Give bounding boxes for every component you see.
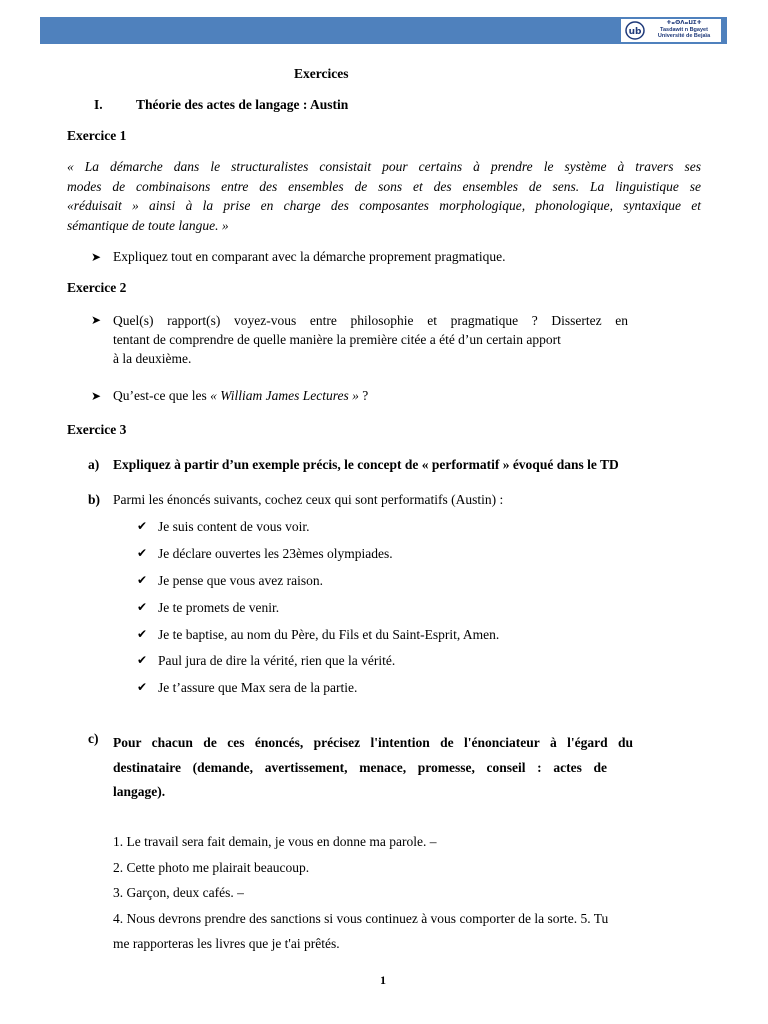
exercise-3-heading: Exercice 3 bbox=[67, 422, 127, 437]
question-line: Quel(s) rapport(s) voyez-vous entre philosophie et pragmatique ? Dissertez en bbox=[113, 313, 628, 328]
statement-item: Je déclare ouvertes les 23èmes olympiades. bbox=[158, 546, 393, 561]
quote-line: «réduisait » ainsi à la prise en charge des composantes morphologique, phonologique, syntaxique et bbox=[67, 198, 701, 213]
logo-text bbox=[649, 20, 719, 40]
numbered-line: me rapporteras les livres que je t'ai prêtés. bbox=[113, 936, 340, 951]
section-heading: Théorie des actes de langage : Austin bbox=[136, 97, 349, 112]
statement-item: Je suis content de vous voir. bbox=[158, 519, 310, 534]
numbered-line: 4. Nous devrons prendre des sanctions si vous continuez à vous comporter de la sorte. 5. Tu bbox=[113, 910, 609, 926]
question-mark: ? bbox=[358, 388, 369, 403]
arrow-bullet-icon: ➤ bbox=[91, 313, 102, 327]
university-emblem-icon bbox=[625, 21, 645, 40]
arrow-bullet-icon: ➤ bbox=[91, 389, 102, 403]
statement-item: Je pense que vous avez raison. bbox=[158, 573, 323, 588]
exercise-2-question-1 bbox=[113, 311, 628, 368]
university-logo bbox=[621, 19, 721, 42]
item-a-text: Expliquez à partir d’un exemple précis, le concept de « performatif » évoqué dans le TD bbox=[113, 457, 619, 472]
checkmark-icon: ✔ bbox=[137, 627, 148, 641]
checkmark-icon: ✔ bbox=[137, 573, 148, 587]
statement-item: Je t’assure que Max sera de la partie. bbox=[158, 680, 358, 695]
question-text: Qu’est-ce que les bbox=[113, 388, 211, 403]
numbered-line: 3. Garçon, deux cafés. – bbox=[113, 885, 244, 900]
instruction-line: Pour chacun de ces énoncés, précisez l'intention de l'énonciateur à l'égard du bbox=[113, 735, 633, 750]
statement-item: Paul jura de dire la vérité, rien que la vérité. bbox=[158, 653, 396, 668]
exercise-1-quote bbox=[67, 157, 701, 235]
item-c-text bbox=[113, 731, 633, 805]
question-line: à la deuxième. bbox=[113, 351, 192, 366]
instruction-line: destinataire (demande, avertissement, menace, promesse, conseil : actes de bbox=[113, 759, 607, 775]
item-c-label: c) bbox=[88, 731, 99, 746]
checkmark-icon: ✔ bbox=[137, 546, 148, 560]
checkmark-icon: ✔ bbox=[137, 680, 148, 694]
numbered-statements bbox=[113, 829, 713, 957]
item-b-text: Parmi les énoncés suivants, cochez ceux qui sont performatifs (Austin) : bbox=[113, 492, 504, 507]
logo-line-1: ⵜⴰⵙⴷⴰⵡⵉⵜ bbox=[666, 20, 702, 26]
item-b-label: b) bbox=[88, 492, 101, 507]
svg-text:ub: ub bbox=[628, 27, 642, 37]
quote-line: modes de combinaisons entre des ensembles de sons et des ensembles de sens. La linguistique se bbox=[67, 178, 701, 194]
exercise-1-heading: Exercice 1 bbox=[67, 128, 127, 143]
header-bar bbox=[40, 17, 727, 44]
arrow-bullet-icon: ➤ bbox=[91, 250, 102, 264]
page-title: Exercices bbox=[294, 66, 349, 81]
instruction-line: langage). bbox=[113, 784, 166, 799]
logo-line-2: Tasdawit n Bgayet bbox=[660, 26, 708, 33]
exercise-1-question: Expliquez tout en comparant avec la démarche proprement pragmatique. bbox=[113, 249, 506, 264]
statement-item: Je te promets de venir. bbox=[158, 600, 280, 615]
checkmark-icon: ✔ bbox=[137, 600, 148, 614]
quote-line: « La démarche dans le structuralistes consistait pour certains à prendre le système à travers ses bbox=[67, 159, 701, 174]
exercise-2-question-2 bbox=[113, 388, 368, 404]
numbered-line: 2. Cette photo me plairait beaucoup. bbox=[113, 859, 310, 875]
section-numeral: I. bbox=[94, 97, 103, 112]
checkmark-icon: ✔ bbox=[137, 653, 148, 667]
lectures-title: « William James Lectures » bbox=[210, 388, 359, 403]
quote-line: sémantique de toute langue. » bbox=[67, 217, 229, 233]
exercise-2-heading: Exercice 2 bbox=[67, 280, 127, 295]
numbered-line: 1. Le travail sera fait demain, je vous en donne ma parole. – bbox=[113, 834, 437, 849]
question-line: tentant de comprendre de quelle manière la première citée a été d’un certain apport bbox=[113, 332, 561, 347]
checkmark-icon: ✔ bbox=[137, 519, 148, 533]
statement-item: Je te baptise, au nom du Père, du Fils et du Saint-Esprit, Amen. bbox=[158, 627, 500, 642]
page-number: 1 bbox=[380, 973, 386, 987]
logo-line-3: Université de Bejaïa bbox=[657, 33, 711, 39]
item-a-label: a) bbox=[88, 457, 100, 472]
